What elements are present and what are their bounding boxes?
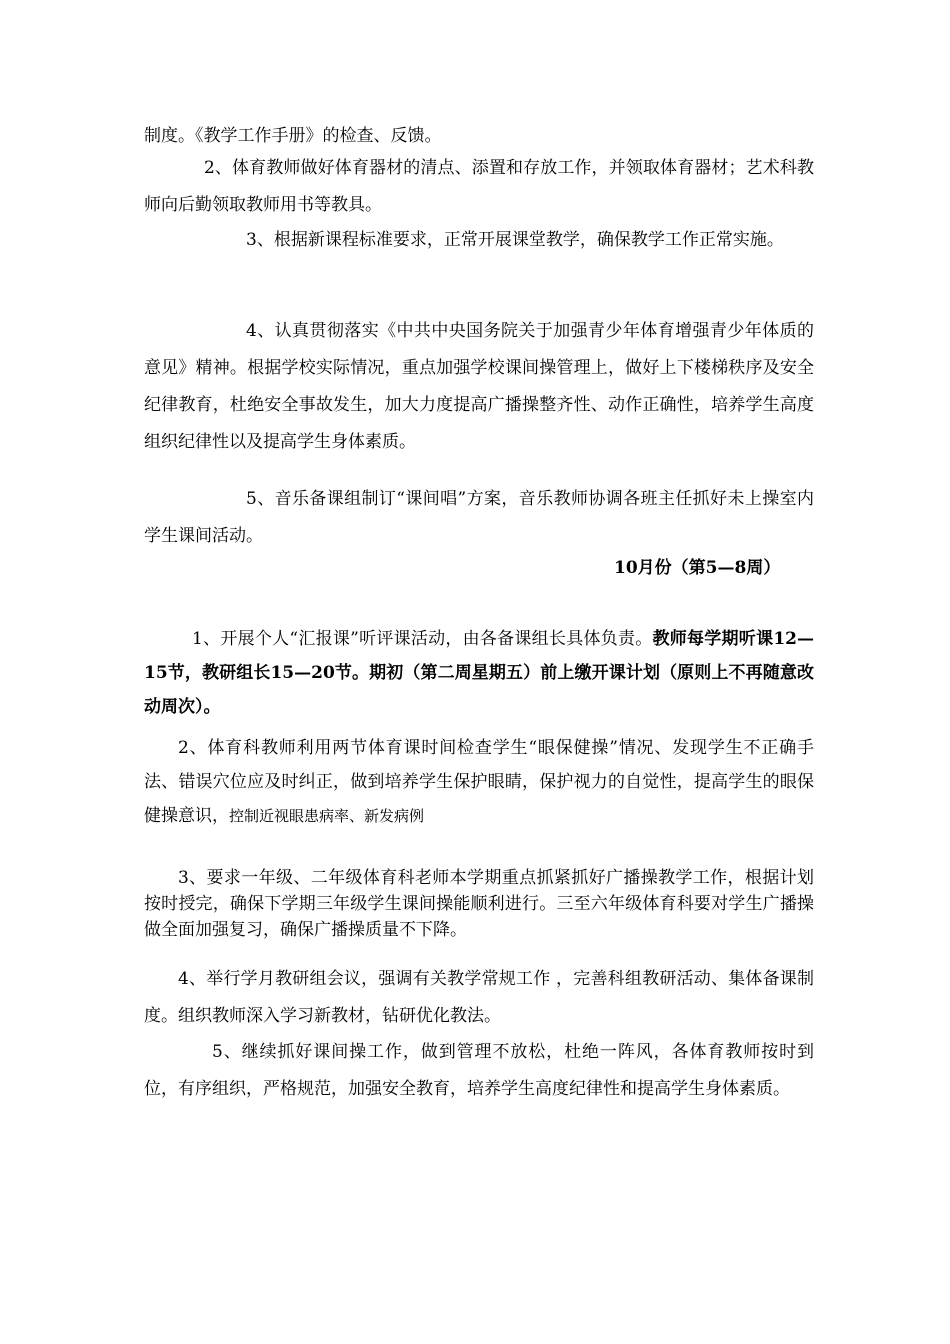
october-item4: 4、举行学月教研组会议，强调有关教学常规工作 ，完善科组教研活动、集体备课制度。组织教师深入学习新教材，钻研优化教法。 — [144, 969, 814, 1026]
october-item5: 5、继续抓好课间操工作，做到管理不放松，杜绝一阵风，各体育教师按时到位，有序组织，严格规范，加强安全教育，培养学生高度纪律性和提高学生身体素质。 — [144, 1042, 814, 1099]
paragraph-line0: 制度。《教学工作手册》的检查、反馈。 — [144, 126, 442, 146]
october-item1 — [144, 622, 814, 724]
october-item1-text: 1、开展个人“汇报课”听评课活动，由各备课组长具体负责。 — [192, 629, 653, 649]
october-item3: 3、要求一年级、二年级体育科老师本学期重点抓紧抓好广播操教学工作，根据计划按时授完，确保下学期三年级学生课间操能顺利进行。三至六年级体育科要对学生广播操做全面加强复习，确保广播操质量不下降。 — [144, 868, 814, 940]
paragraph-item3: 3、根据新课程标准要求，正常开展课堂教学，确保教学工作正常实施。 — [246, 230, 784, 250]
october-item2-small-text: 控制近视眼患病率、新发病例 — [229, 807, 425, 825]
paragraph-item5: 5、音乐备课组制订“课间唱”方案，音乐教师协调各班主任抓好未上操室内学生课间活动。 — [144, 489, 814, 546]
paragraph-item2: 2、体育教师做好体育器材的清点、添置和存放工作，并领取体育器材；艺术科教师向后勤领取教师用书等教具。 — [144, 158, 814, 215]
october-item2-text: 2、体育科教师利用两节体育课时间检查学生“眼保健操”情况、发现学生不正确手法、错误穴位应及时纠正，做到培养学生保护眼睛，保护视力的自觉性，提高学生的眼保健操意识， — [144, 738, 814, 826]
october-item2 — [144, 731, 814, 833]
paragraph-item4: 4、认真贯彻落实《中共中央国务院关于加强青少年体育增强青少年体质的意见》精神。根据学校实际情况，重点加强学校课间操管理上，做好上下楼梯秩序及安全纪律教育，杜绝安全事故发生，加大力度提高广播操整齐性、动作正确性，培养学生高度组织纪律性以及提高学生身体素质。 — [144, 321, 814, 452]
october-item1-bold-text: 教师每学期听课12—15节，教研组长15—20节。期初（第二周星期五）前上缴开课计划（原则上不再随意改动周次）。 — [144, 629, 814, 717]
october-heading: 10月份（第5—8周） — [614, 558, 781, 578]
